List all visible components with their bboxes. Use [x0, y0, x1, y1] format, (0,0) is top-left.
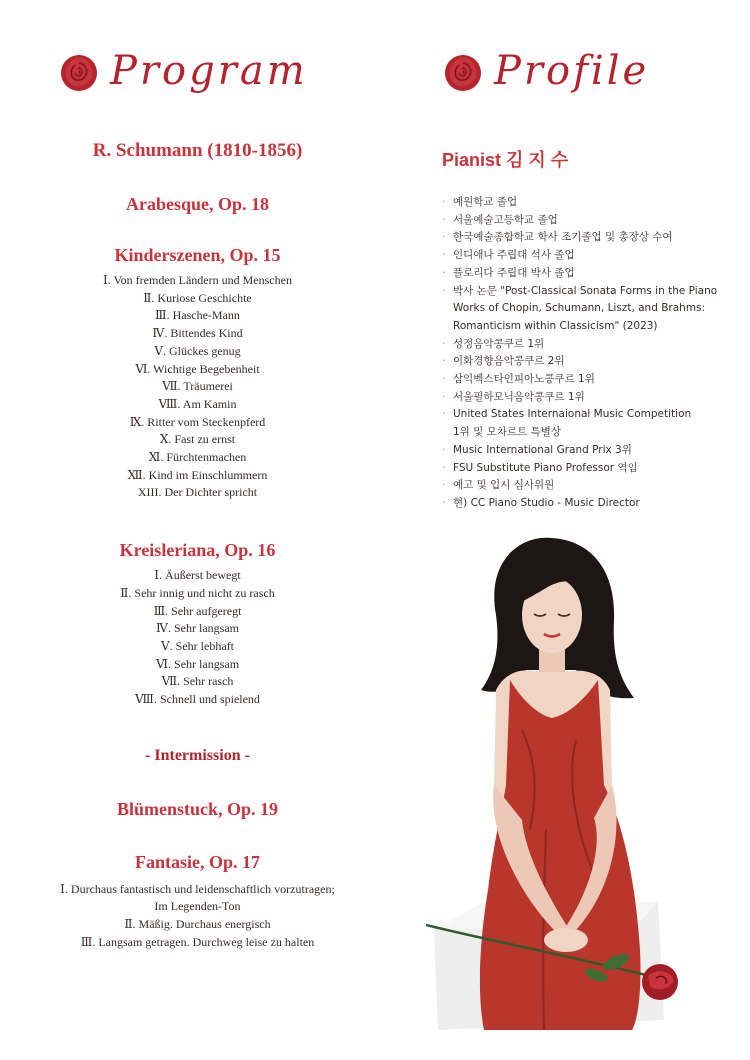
blumenstuck-title: Blümenstuck, Op. 19: [116, 798, 279, 819]
kreisleriana-movement: Ⅶ. Sehr rasch: [161, 674, 234, 689]
fantasie-movement: Ⅰ. Durchaus fantastisch und leidenschaftlich vorzutragen;: [60, 881, 335, 896]
profile-item: · 플로리다 주립대 박사 졸업: [442, 266, 575, 279]
profile-item: · 예원학교 졸업: [442, 196, 518, 208]
profile-item: · 한국예술종합학교 학사 조기졸업 및 총장상 수여: [442, 231, 673, 244]
profile-item: · 이화경향음악콩쿠르 2위: [442, 355, 565, 368]
rose-icon: [58, 52, 100, 94]
intermission-label: - Intermission -: [145, 746, 250, 764]
fantasie-movement: Ⅱ. Mäßig. Durchaus energisch: [124, 917, 271, 932]
kreisleriana-movement: Ⅳ. Sehr langsam: [156, 621, 239, 636]
profile-item: · 박사 논문 "Post-Classical Sonata Forms in the Piano Works of Chopin, Schumann, Liszt, and Brahms: Romanticism within Classicism" (2023): [442, 284, 718, 332]
profile-item: · Music International Grand Prix 3위: [442, 443, 632, 456]
kreisleriana-movement: Ⅲ. Sehr aufgeregt: [153, 603, 242, 618]
kreisleriana-movement: Ⅱ. Sehr innig und nicht zu rasch: [120, 585, 275, 600]
fantasie-title: Fantasie, Op. 17: [134, 851, 260, 872]
kinderszenen-movement: Ⅻ. Kind im Einschlummern: [127, 467, 268, 482]
kreisleriana-title: Kreisleriana, Op. 16: [119, 540, 276, 561]
fantasie-movement: Im Legenden-Ton: [154, 899, 241, 914]
kreisleriana-movement: Ⅷ. Schnell und spielend: [135, 692, 260, 707]
arabesque-title: Arabesque, Op. 18: [125, 194, 269, 214]
kinderszenen-movement: Ⅶ. Träumerei: [162, 379, 233, 394]
kinderszenen-title: Kinderszenen, Op. 15: [114, 245, 281, 265]
pianist-photo: [426, 530, 686, 1035]
fantasie-movement: Ⅲ. Langsam getragen. Durchweg leise zu halten: [80, 934, 315, 949]
kinderszenen-movement: Ⅸ. Ritter vom Steckenpferd: [129, 414, 266, 429]
kreisleriana-movement: Ⅴ. Sehr lebhaft: [161, 638, 234, 653]
profile-list: [442, 194, 742, 513]
profile-item: · 현) CC Piano Studio - Music Director: [442, 496, 640, 509]
kinderszenen-movement: Ⅳ. Bittendes Kind: [152, 326, 243, 341]
rose-icon: [442, 52, 484, 94]
kinderszenen-movement: Ⅰ. Von fremden Ländern und Menschen: [103, 273, 292, 287]
kinderszenen-movement: Ⅺ. Fürchtenmachen: [148, 450, 247, 465]
profile-item: · 예고 및 입시 심사위원: [442, 479, 555, 492]
program-list: [0, 140, 395, 952]
profile-item: · 서울예술고등학교 졸업: [442, 213, 558, 226]
profile-item: · 성정음악콩쿠르 1위: [442, 337, 545, 350]
profile-column: [420, 0, 750, 1060]
kinderszenen-movement: Ⅹ. Fast zu ernst: [159, 432, 236, 447]
kinderszenen-movement: Ⅵ. Wichtige Begebenheit: [135, 361, 260, 376]
profile-item: · FSU Substitute Piano Professor 역임: [442, 461, 638, 474]
profile-item: · 서울필하모닉음악콩쿠르 1위: [442, 390, 585, 403]
kinderszenen-movement: Ⅲ. Hasche-Mann: [155, 308, 240, 323]
kreisleriana-movement: Ⅰ. Äußerst bewegt: [154, 568, 241, 583]
profile-heading: Profile: [494, 48, 650, 94]
composer-title: R. Schumann (1810-1856): [92, 140, 303, 161]
kreisleriana-movement: Ⅵ. Sehr langsam: [155, 656, 240, 671]
profile-item: · United States Internaional Music Competition 1위 및 모차르트 특별상: [442, 408, 692, 439]
profile-item: · 인디애나 주립대 석사 졸업: [442, 249, 575, 262]
program-heading: Program: [110, 48, 308, 94]
kinderszenen-movement: Ⅷ. Am Kamin: [158, 396, 237, 411]
kinderszenen-movement: XIII. Der Dichter spricht: [137, 485, 258, 500]
profile-item: · 삼익벡스타인피아노콩쿠르 1위: [442, 373, 595, 386]
kinderszenen-movement: Ⅴ. Glückes genug: [154, 343, 241, 358]
kinderszenen-movement: Ⅱ. Kuriose Geschichte: [143, 290, 252, 305]
pianist-name: Pianist 김 지 수: [442, 150, 569, 170]
